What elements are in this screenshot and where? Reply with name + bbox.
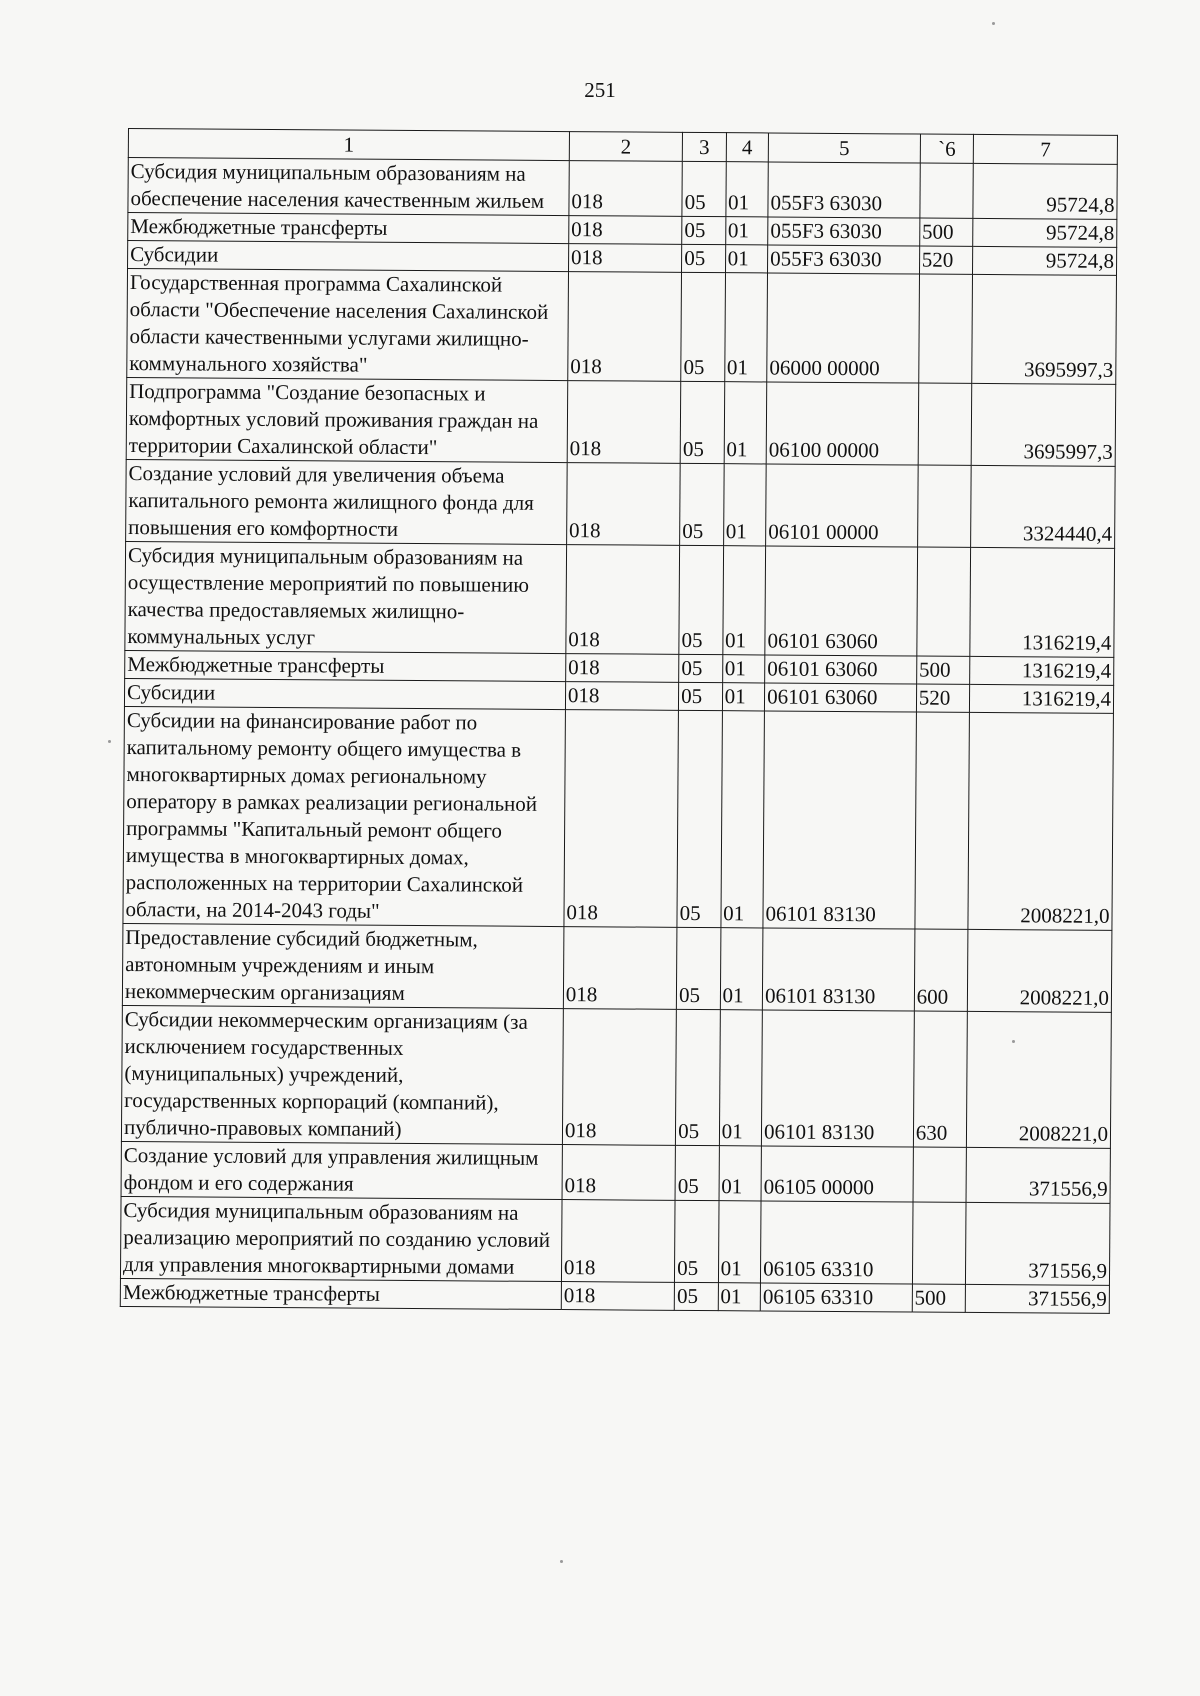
row-amount-cell: 1316219,4: [970, 656, 1114, 685]
row-col3-cell: 05: [675, 1145, 719, 1200]
row-col6-cell: [918, 274, 972, 383]
row-col2-cell: 018: [563, 927, 677, 1010]
row-amount-cell: 95724,8: [973, 246, 1117, 275]
scan-speck: [108, 740, 111, 743]
row-col6-cell: 500: [919, 218, 973, 246]
row-col6-cell: [912, 1202, 966, 1284]
row-code-cell: 06101 63060: [765, 546, 917, 656]
row-col2-cell: 018: [566, 545, 680, 655]
row-col2-cell: 018: [568, 272, 682, 382]
row-col6-cell: 500: [916, 656, 970, 684]
row-col6-cell: [920, 163, 974, 218]
table-row: [121, 1141, 1110, 1203]
row-col4-cell: 01: [719, 1010, 762, 1146]
column-header-1: 1: [128, 129, 569, 161]
scan-speck: [1012, 1040, 1015, 1043]
row-amount-cell: 2008221,0: [967, 1011, 1112, 1148]
budget-table: [120, 128, 1118, 1314]
row-col3-cell: 05: [679, 545, 723, 654]
row-amount-cell: 1316219,4: [970, 547, 1114, 657]
row-code-cell: 055F3 63030: [768, 162, 920, 218]
row-name-cell: Субсидии: [128, 241, 569, 272]
table-row: [121, 1005, 1111, 1148]
row-col3-cell: 05: [682, 161, 726, 216]
row-col6-cell: [915, 712, 970, 929]
row-code-cell: 06101 83130: [763, 711, 916, 929]
row-col4-cell: 01: [720, 928, 763, 1010]
column-header-4: 4: [726, 133, 769, 162]
row-code-cell: 06105 00000: [761, 1146, 913, 1202]
row-amount-cell: 371556,9: [966, 1147, 1110, 1203]
row-name-cell: Субсидия муниципальным образованиям на осуществление мероприятий по повышению качества предоставляемых жилищно-коммунальных услуг: [125, 541, 567, 653]
row-col2-cell: 018: [568, 244, 681, 273]
row-col4-cell: 01: [721, 711, 765, 928]
row-name-cell: Межбюджетные трансферты: [125, 650, 566, 681]
row-code-cell: 055F3 63030: [768, 217, 920, 246]
row-col6-cell: 520: [916, 684, 970, 712]
table-row: [125, 541, 1115, 657]
row-col3-cell: 05: [676, 1009, 720, 1145]
row-col2-cell: 018: [561, 1200, 675, 1283]
row-col3-cell: 05: [679, 654, 723, 682]
row-col2-cell: 018: [566, 654, 679, 683]
row-col6-cell: [913, 1147, 967, 1202]
row-col6-cell: [917, 547, 971, 656]
row-col4-cell: 01: [722, 546, 765, 655]
row-col3-cell: 05: [677, 927, 721, 1009]
row-col4-cell: 01: [719, 1146, 762, 1201]
row-amount-cell: 1316219,4: [970, 684, 1114, 713]
row-name-cell: Субсидия муниципальным образованиям на обеспечение населения качественным жильем: [128, 158, 569, 216]
row-col3-cell: 05: [677, 710, 722, 927]
row-name-cell: Государственная программа Сахалинской области "Обеспечение населения Сахалинской области качественными услугами жилищно-коммунального хозяйства": [127, 269, 569, 381]
row-col3-cell: 05: [682, 244, 726, 272]
row-code-cell: 06101 83130: [762, 928, 914, 1011]
column-header-5: 5: [768, 133, 920, 163]
row-amount-cell: 3695997,3: [972, 274, 1116, 384]
table-row: [128, 158, 1117, 220]
row-col4-cell: 01: [724, 273, 767, 382]
row-code-cell: 055F3 63030: [768, 245, 920, 274]
column-header-2: 2: [569, 132, 682, 162]
table-row: [127, 269, 1117, 385]
row-col6-cell: [918, 383, 972, 465]
row-amount-cell: 95724,8: [973, 163, 1117, 219]
row-name-cell: Субсидия муниципальным образованиям на реализацию мероприятий по созданию условий для управления многоквартирными домами: [120, 1196, 561, 1281]
row-col4-cell: 01: [718, 1201, 761, 1283]
row-col2-cell: 018: [569, 216, 682, 245]
row-code-cell: 06105 63310: [760, 1283, 912, 1312]
row-col3-cell: 05: [674, 1282, 718, 1310]
row-col4-cell: 01: [718, 1283, 761, 1311]
row-col2-cell: 018: [569, 161, 683, 217]
table-row: [126, 377, 1116, 466]
row-col3-cell: 05: [680, 381, 724, 463]
row-code-cell: 06101 63060: [765, 683, 917, 712]
table-row: [126, 459, 1116, 548]
row-amount-cell: 2008221,0: [968, 712, 1113, 930]
row-col2-cell: 018: [567, 381, 681, 464]
row-amount-cell: 3695997,3: [972, 383, 1116, 466]
row-amount-cell: 371556,9: [966, 1284, 1110, 1313]
column-header-6: `6: [920, 134, 974, 163]
row-name-cell: Субсидии: [124, 678, 565, 709]
column-header-3: 3: [682, 132, 726, 161]
row-col2-cell: 018: [566, 463, 680, 546]
row-col3-cell: 05: [679, 682, 723, 710]
row-amount-cell: 95724,8: [973, 218, 1117, 247]
row-col6-cell: 600: [914, 929, 968, 1011]
row-name-cell: Субсидии на финансирование работ по капитальному ремонту общего имущества в многоквартирных домах региональному оператору в рамках реализации региональной программы "Капитальный ремонт общего имущества в многоквартирных домах, расположенных на территории Сахалинской области, на 2014-2043 годы": [123, 706, 565, 926]
row-col2-cell: 018: [564, 710, 679, 928]
row-col2-cell: 018: [565, 682, 678, 711]
row-col4-cell: 01: [725, 245, 768, 273]
row-col4-cell: 01: [722, 683, 765, 711]
row-col6-cell: [917, 465, 971, 547]
row-name-cell: Создание условий для управления жилищным фондом и его содержания: [121, 1141, 562, 1199]
row-code-cell: 06101 83130: [761, 1010, 914, 1147]
table-row: [123, 706, 1113, 930]
row-code-cell: 06100 00000: [766, 382, 918, 465]
row-amount-cell: 371556,9: [966, 1202, 1110, 1285]
scan-speck: [992, 22, 995, 25]
row-col6-cell: 520: [919, 246, 973, 274]
row-name-cell: Предоставление субсидий бюджетным, автономным учреждениям и иным некоммерческим организациям: [122, 923, 563, 1008]
row-code-cell: 06000 00000: [767, 273, 919, 383]
row-col6-cell: 500: [912, 1284, 966, 1312]
table-row: [120, 1196, 1110, 1285]
row-col3-cell: 05: [675, 1200, 719, 1282]
page-number: 251: [584, 78, 616, 102]
table-row: [122, 923, 1112, 1012]
row-col3-cell: 05: [681, 272, 725, 381]
row-amount-cell: 3324440,4: [971, 465, 1115, 548]
row-code-cell: 06105 63310: [761, 1201, 913, 1284]
row-col3-cell: 05: [680, 463, 724, 545]
row-col4-cell: 01: [726, 162, 769, 217]
row-col3-cell: 05: [682, 216, 726, 244]
row-name-cell: Создание условий для увеличения объема капитального ремонта жилищного фонда для повышения его комфортности: [126, 459, 567, 544]
table-row: [120, 1278, 1109, 1313]
row-name-cell: Межбюджетные трансферты: [120, 1278, 561, 1309]
row-code-cell: 06101 63060: [765, 655, 917, 684]
row-col4-cell: 01: [724, 382, 767, 464]
row-name-cell: Подпрограмма "Создание безопасных и комфортных условий проживания граждан на территории Сахалинской области": [126, 377, 567, 462]
row-col2-cell: 018: [561, 1282, 674, 1311]
column-header-7: 7: [974, 134, 1118, 164]
row-col4-cell: 01: [725, 217, 768, 245]
row-code-cell: 06101 00000: [766, 464, 918, 547]
row-name-cell: Субсидии некоммерческим организациям (за исключением государственных (муниципальных) учреждений, государственных корпораций (компаний), публично-правовых компаний): [121, 1005, 563, 1144]
row-col6-cell: 630: [913, 1011, 968, 1147]
row-amount-cell: 2008221,0: [968, 929, 1112, 1012]
row-col2-cell: 018: [562, 1145, 676, 1201]
row-col4-cell: 01: [722, 655, 765, 683]
row-col4-cell: 01: [723, 464, 766, 546]
row-name-cell: Межбюджетные трансферты: [128, 213, 569, 244]
row-col2-cell: 018: [562, 1009, 676, 1146]
scan-speck: [560, 1560, 563, 1563]
